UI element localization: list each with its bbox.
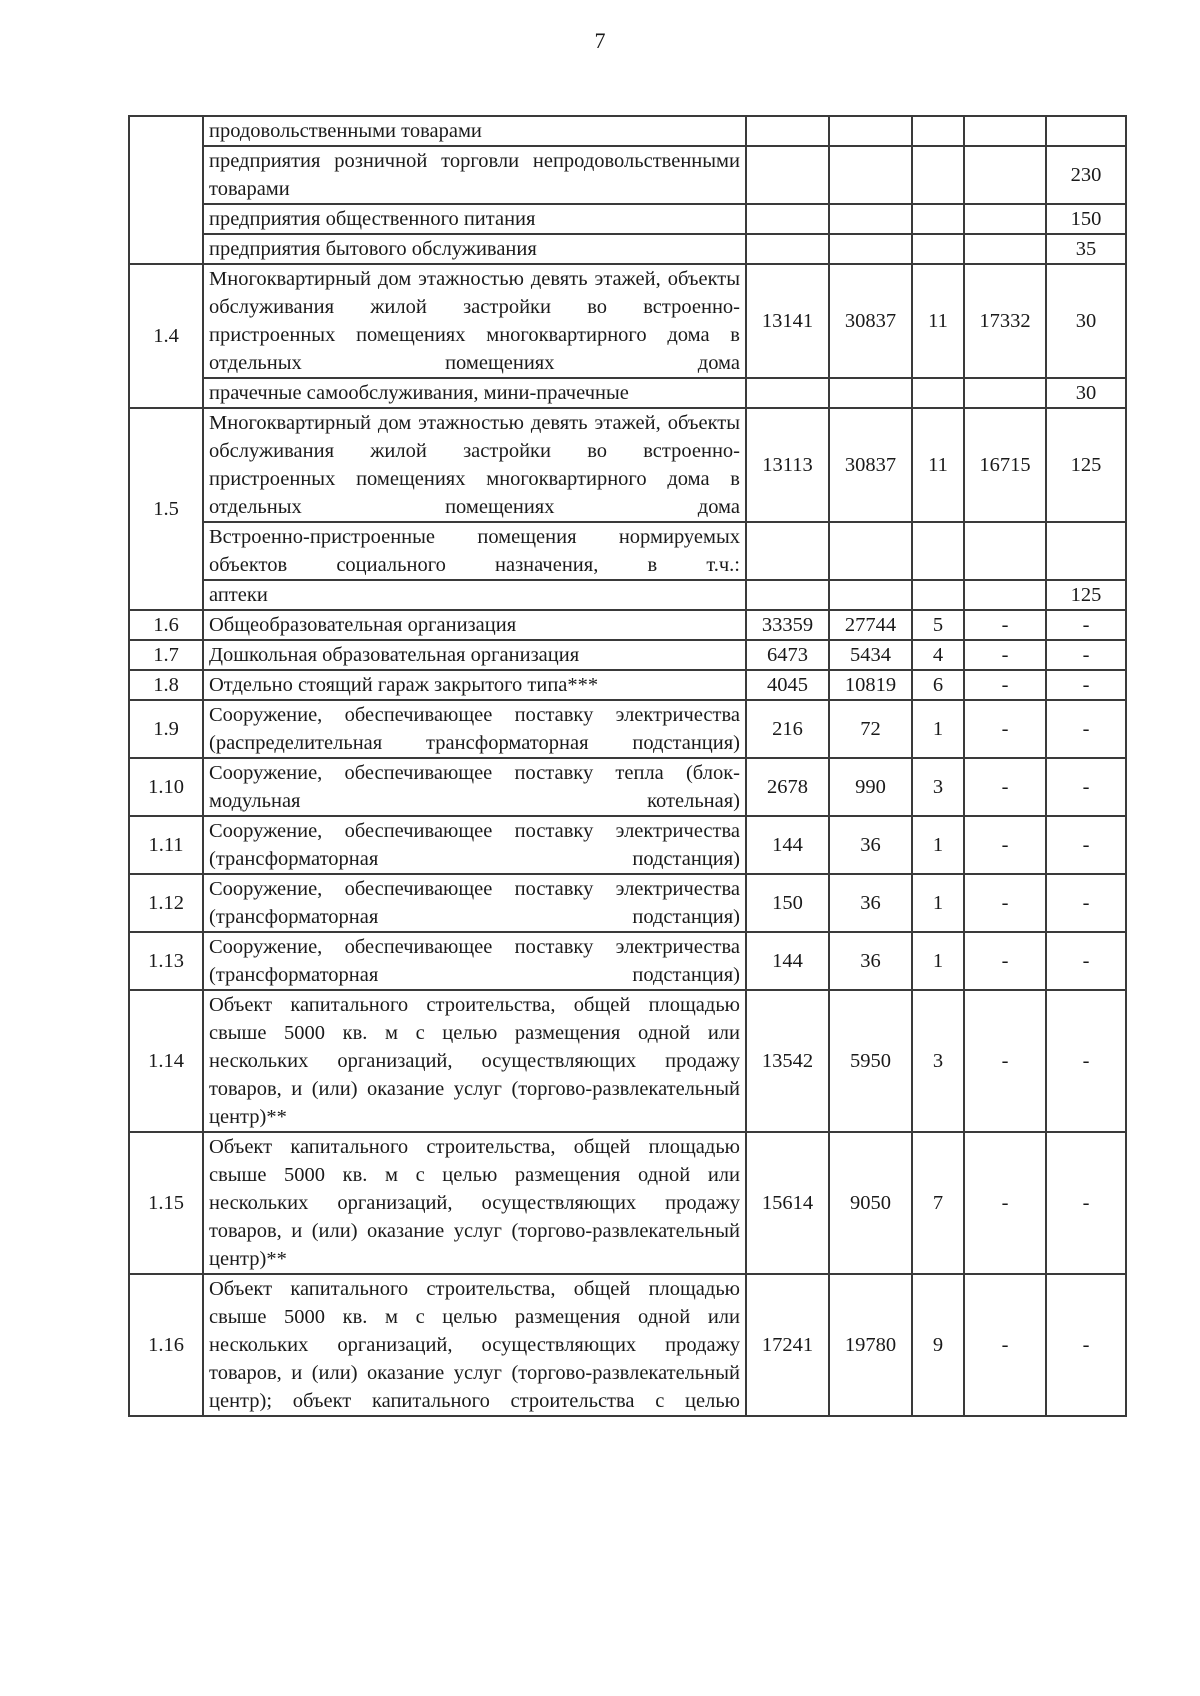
table-row: [129, 204, 1126, 234]
value-cell: [964, 146, 1046, 204]
value-cell: -: [964, 610, 1046, 640]
value-cell: 5950: [829, 990, 912, 1132]
row-number-cell: 1.7: [129, 640, 203, 670]
value-cell: [746, 146, 829, 204]
description-cell: предприятия бытового обслуживания: [203, 234, 746, 264]
table-row: [129, 816, 1126, 874]
row-number-cell: 1.14: [129, 990, 203, 1132]
value-cell: 150: [1046, 204, 1126, 234]
description-cell: Объект капитального строительства, общей площадью свыше 5000 кв. м с целью размещения одной или нескольких организаций, осуществляющих продажу товаров, и (или) оказание услуг (торгово-развлекательный центр); объект капитального строительства с целью: [203, 1274, 746, 1416]
value-cell: 1: [912, 932, 964, 990]
value-cell: 36: [829, 874, 912, 932]
description-cell: предприятия розничной торговли непродовольственными товарами: [203, 146, 746, 204]
value-cell: -: [1046, 1274, 1126, 1416]
table-row: [129, 408, 1126, 522]
value-cell: [912, 146, 964, 204]
value-cell: -: [1046, 932, 1126, 990]
value-cell: 1: [912, 874, 964, 932]
value-cell: 2678: [746, 758, 829, 816]
row-number-cell: 1.12: [129, 874, 203, 932]
row-number-cell: 1.11: [129, 816, 203, 874]
value-cell: -: [1046, 874, 1126, 932]
value-cell: 6473: [746, 640, 829, 670]
value-cell: 144: [746, 816, 829, 874]
value-cell: [829, 146, 912, 204]
description-cell: прачечные самообслуживания, мини-прачечные: [203, 378, 746, 408]
value-cell: -: [964, 816, 1046, 874]
value-cell: 30837: [829, 264, 912, 378]
value-cell: -: [1046, 1132, 1126, 1274]
table-row: [129, 874, 1126, 932]
description-cell: Сооружение, обеспечивающее поставку электричества (трансформаторная подстанция): [203, 874, 746, 932]
row-number-cell: 1.4: [129, 264, 203, 408]
value-cell: -: [964, 700, 1046, 758]
value-cell: 16715: [964, 408, 1046, 522]
data-table: [128, 115, 1127, 1417]
value-cell: [912, 116, 964, 146]
value-cell: 30: [1046, 264, 1126, 378]
value-cell: 3: [912, 990, 964, 1132]
value-cell: 4: [912, 640, 964, 670]
description-cell: Сооружение, обеспечивающее поставку электричества (распределительная трансформаторная подстанция): [203, 700, 746, 758]
value-cell: 17241: [746, 1274, 829, 1416]
description-cell: Объект капитального строительства, общей площадью свыше 5000 кв. м с целью размещения одной или нескольких организаций, осуществляющих продажу товаров, и (или) оказание услуг (торгово-развлекательный центр)**: [203, 990, 746, 1132]
value-cell: 6: [912, 670, 964, 700]
description-cell: предприятия общественного питания: [203, 204, 746, 234]
value-cell: 36: [829, 932, 912, 990]
table-row: [129, 1274, 1126, 1416]
value-cell: 9050: [829, 1132, 912, 1274]
value-cell: 125: [1046, 408, 1126, 522]
row-number-cell: 1.13: [129, 932, 203, 990]
description-cell: Многоквартирный дом этажностью девять этажей, объекты обслуживания жилой застройки во встроенно-пристроенных помещениях многоквартирного дома в отдельных помещениях дома: [203, 264, 746, 378]
value-cell: 17332: [964, 264, 1046, 378]
value-cell: -: [1046, 670, 1126, 700]
value-cell: 10819: [829, 670, 912, 700]
value-cell: 15614: [746, 1132, 829, 1274]
value-cell: 4045: [746, 670, 829, 700]
value-cell: [964, 116, 1046, 146]
value-cell: 1: [912, 700, 964, 758]
table-row: [129, 522, 1126, 580]
table-row: [129, 758, 1126, 816]
row-number-cell: 1.8: [129, 670, 203, 700]
value-cell: 30: [1046, 378, 1126, 408]
description-cell: Встроенно-пристроенные помещения нормируемых объектов социального назначения, в т.ч.:: [203, 522, 746, 580]
value-cell: 30837: [829, 408, 912, 522]
table-row: [129, 610, 1126, 640]
value-cell: 72: [829, 700, 912, 758]
table-row: [129, 640, 1126, 670]
value-cell: -: [1046, 640, 1126, 670]
value-cell: 230: [1046, 146, 1126, 204]
value-cell: -: [964, 874, 1046, 932]
value-cell: 7: [912, 1132, 964, 1274]
value-cell: -: [964, 670, 1046, 700]
value-cell: 13542: [746, 990, 829, 1132]
value-cell: 19780: [829, 1274, 912, 1416]
value-cell: [829, 116, 912, 146]
table-row: [129, 1132, 1126, 1274]
table-row: [129, 378, 1126, 408]
value-cell: 5: [912, 610, 964, 640]
value-cell: 150: [746, 874, 829, 932]
description-cell: аптеки: [203, 580, 746, 610]
table-row: [129, 116, 1126, 146]
description-cell: Общеобразовательная организация: [203, 610, 746, 640]
value-cell: 9: [912, 1274, 964, 1416]
value-cell: [1046, 116, 1126, 146]
row-number-cell: 1.6: [129, 610, 203, 640]
page-number: 7: [594, 28, 606, 53]
value-cell: -: [964, 640, 1046, 670]
value-cell: 13141: [746, 264, 829, 378]
row-number-cell: 1.5: [129, 408, 203, 610]
value-cell: 144: [746, 932, 829, 990]
value-cell: -: [964, 758, 1046, 816]
description-cell: Многоквартирный дом этажностью девять этажей, объекты обслуживания жилой застройки во встроенно-пристроенных помещениях многоквартирного дома в отдельных помещениях дома: [203, 408, 746, 522]
value-cell: 27744: [829, 610, 912, 640]
value-cell: -: [964, 1132, 1046, 1274]
description-cell: Сооружение, обеспечивающее поставку электричества (трансформаторная подстанция): [203, 932, 746, 990]
value-cell: -: [1046, 816, 1126, 874]
value-cell: 35: [1046, 234, 1126, 264]
description-cell: Дошкольная образовательная организация: [203, 640, 746, 670]
table-row: [129, 264, 1126, 378]
value-cell: [746, 116, 829, 146]
table-row: [129, 234, 1126, 264]
value-cell: 11: [912, 264, 964, 378]
value-cell: 13113: [746, 408, 829, 522]
value-cell: 3: [912, 758, 964, 816]
value-cell: -: [964, 1274, 1046, 1416]
value-cell: 11: [912, 408, 964, 522]
description-cell: Сооружение, обеспечивающее поставку тепла (блок-модульная котельная): [203, 758, 746, 816]
row-number-cell: [129, 116, 203, 264]
description-cell: продовольственными товарами: [203, 116, 746, 146]
value-cell: -: [1046, 758, 1126, 816]
table-row: [129, 700, 1126, 758]
value-cell: -: [1046, 990, 1126, 1132]
description-cell: Объект капитального строительства, общей площадью свыше 5000 кв. м с целью размещения одной или нескольких организаций, осуществляющих продажу товаров, и (или) оказание услуг (торгово-развлекательный центр)**: [203, 1132, 746, 1274]
table-row: [129, 580, 1126, 610]
value-cell: 125: [1046, 580, 1126, 610]
description-cell: Отдельно стоящий гараж закрытого типа***: [203, 670, 746, 700]
value-cell: -: [1046, 700, 1126, 758]
row-number-cell: 1.9: [129, 700, 203, 758]
row-number-cell: 1.16: [129, 1274, 203, 1416]
value-cell: 1: [912, 816, 964, 874]
table-row: [129, 670, 1126, 700]
row-number-cell: 1.10: [129, 758, 203, 816]
value-cell: 990: [829, 758, 912, 816]
table-row: [129, 146, 1126, 204]
value-cell: -: [964, 990, 1046, 1132]
description-cell: Сооружение, обеспечивающее поставку электричества (трансформаторная подстанция): [203, 816, 746, 874]
value-cell: 5434: [829, 640, 912, 670]
table-row: [129, 932, 1126, 990]
value-cell: 33359: [746, 610, 829, 640]
table-row: [129, 990, 1126, 1132]
row-number-cell: 1.15: [129, 1132, 203, 1274]
value-cell: -: [1046, 610, 1126, 640]
value-cell: 36: [829, 816, 912, 874]
value-cell: 216: [746, 700, 829, 758]
value-cell: -: [964, 932, 1046, 990]
